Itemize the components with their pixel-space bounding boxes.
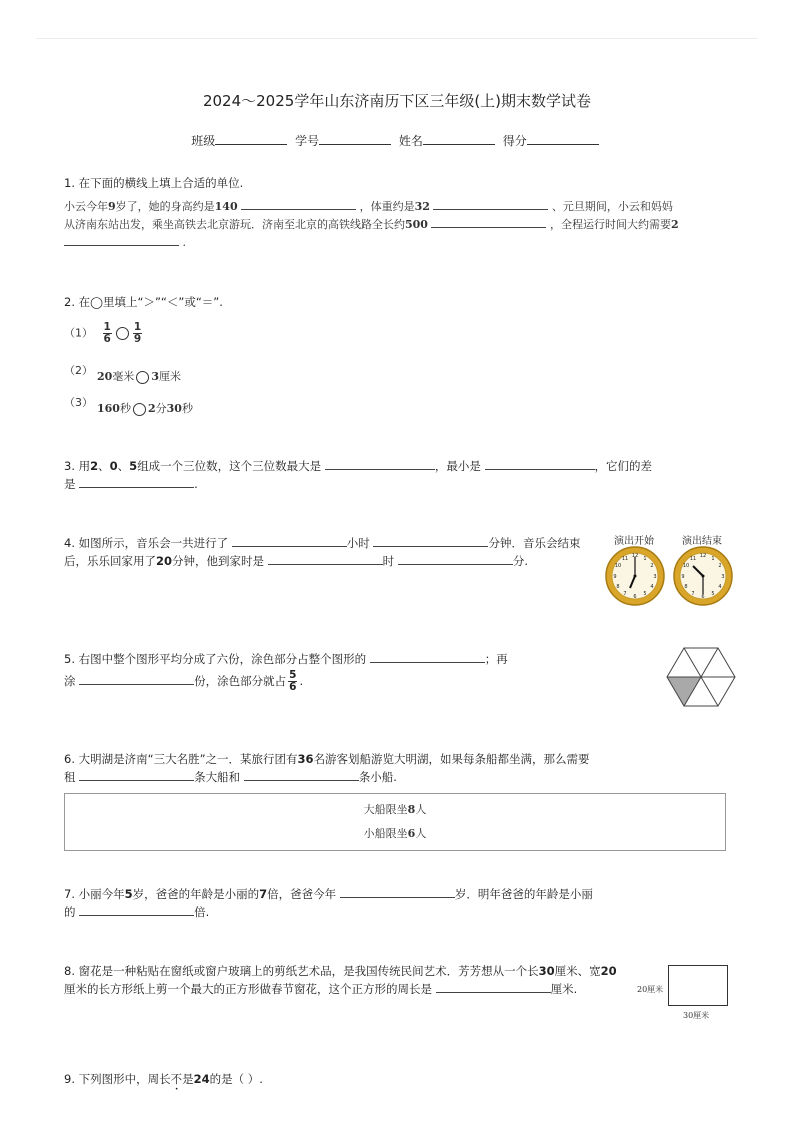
svg-text:3: 3 (721, 574, 725, 580)
svg-text:11: 11 (689, 556, 697, 562)
q1-line3: . (64, 232, 186, 254)
q7-dad-age-blank[interactable] (340, 884, 455, 898)
hexagon-figure (666, 646, 736, 708)
clock-start-icon (604, 545, 666, 607)
q8-perimeter-blank[interactable] (436, 979, 551, 993)
q2-item1-circle[interactable] (116, 327, 129, 340)
q5-parts-blank[interactable] (79, 671, 194, 685)
svg-text:10: 10 (682, 563, 690, 569)
q3-min-blank[interactable] (485, 456, 595, 470)
svg-text:5: 5 (711, 591, 715, 597)
top-rule (36, 38, 758, 39)
class-label: 班级 (191, 134, 216, 148)
q5-line2: 涂 份，涂色部分就占 $\frac{5}{6}$ . (64, 669, 304, 693)
q2-item1: （1） $\frac{1}{6}$ $\frac{1}{9}$ (64, 321, 142, 345)
svg-text:6: 6 (701, 594, 705, 600)
name-label: 姓名 (398, 134, 423, 148)
svg-text:9: 9 (681, 574, 685, 580)
q4-line2: 后，乐乐回家用了20分钟，他到家时是 时 分. (64, 550, 528, 572)
svg-text:1: 1 (711, 556, 715, 562)
number-blank[interactable] (319, 132, 391, 145)
q2-item2-circle[interactable] (136, 371, 149, 384)
q4-arrive-minute-blank[interactable] (398, 551, 513, 565)
svg-text:2: 2 (650, 563, 654, 569)
svg-text:7: 7 (691, 591, 695, 597)
q2-item2-expr: 20毫米 3厘米 (97, 370, 181, 383)
q4-arrive-hour-blank[interactable] (268, 551, 383, 565)
small-boat-row: 小船限坐6人 (363, 827, 427, 840)
rectangle-figure (668, 965, 728, 1006)
q4-hours-blank[interactable] (232, 533, 347, 547)
class-blank[interactable] (215, 132, 287, 145)
svg-text:10: 10 (614, 563, 622, 569)
svg-text:12: 12 (699, 553, 707, 559)
q6-line1: 6. 大明湖是济南“三大名胜”之一．某旅行团有36名游客划船游览大明湖，如果每条船都坐满，那么需要 (64, 752, 590, 766)
q2-item3: （3） (64, 396, 93, 409)
svg-text:8: 8 (616, 584, 620, 590)
big-boat-row: 大船限坐8人 (363, 803, 427, 816)
q8-line2: 厘米的长方形纸上剪一个最大的正方形做春节窗花，这个正方形的周长是 厘米. (64, 978, 577, 1000)
q1-line1: 小云今年9岁了，她的身高约是140 ，体重约是32 、元旦期间，小云和妈妈 (64, 196, 673, 218)
q3-line2: 是 . (64, 473, 198, 495)
svg-text:1: 1 (643, 556, 647, 562)
q4-minutes-blank[interactable] (373, 533, 488, 547)
svg-text:11: 11 (621, 556, 629, 562)
q9-line: 9. 下列图形中，周长不是24的是（ ）. (64, 1072, 263, 1086)
svg-text:3: 3 (653, 574, 657, 580)
q7-line2: 的 倍. (64, 901, 209, 923)
svg-text:6: 6 (633, 594, 637, 600)
q2-title: 2. 在◯里填上“＞”“＜”或“＝”. (64, 295, 223, 309)
svg-text:5: 5 (643, 591, 647, 597)
q8-line1: 8. 窗花是一种粘贴在窗纸或窗户玻璃上的剪纸艺术品，是我国传统民间艺术．芳芳想从一个长30厘米、宽20 (64, 964, 617, 978)
q3-line1: 3. 用2、0、5组成一个三位数，这个三位数最大是 ，最小是 ，它们的差 (64, 455, 652, 477)
rect-height-label: 20厘米 (637, 985, 664, 994)
q6-small-boat-blank[interactable] (244, 767, 359, 781)
q4-line1: 4. 如图所示，音乐会一共进行了 小时 分钟．音乐会结束 (64, 532, 580, 554)
student-info-row (0, 132, 794, 149)
number-label: 学号 (295, 134, 320, 148)
page-title: 2024～2025学年山东济南历下区三年级(上)期末数学试卷 (202, 92, 592, 110)
q1-time-unit-blank[interactable] (64, 232, 179, 246)
q1-title: 1. 在下面的横线上填上合适的单位. (64, 176, 244, 190)
score-blank[interactable] (527, 132, 599, 145)
q9-emphasis-not: 不 (170, 1072, 183, 1086)
q3-difference-blank[interactable] (79, 474, 194, 488)
q6-big-boat-blank[interactable] (79, 767, 194, 781)
svg-text:4: 4 (650, 584, 654, 590)
clock-end-label: 演出结束 (682, 536, 722, 547)
clock-end-icon (672, 545, 734, 607)
svg-text:2: 2 (718, 563, 722, 569)
rect-width-label: 30厘米 (683, 1011, 710, 1020)
q6-line2: 租 条大船和 条小船. (64, 766, 397, 788)
q2-item2: （2） (64, 364, 93, 377)
q7-times-blank[interactable] (79, 902, 194, 916)
boat-capacity-box (64, 793, 726, 851)
svg-text:9: 9 (613, 574, 617, 580)
clock-start-label: 演出开始 (614, 536, 654, 547)
q1-line2: 从济南东站出发，乘坐高铁去北京游玩．济南至北京的高铁线路全长约500 ，全程运行时间大约需要2 (64, 214, 679, 236)
q1-distance-unit-blank[interactable] (431, 214, 546, 228)
q2-item3-circle[interactable] (133, 403, 146, 416)
svg-text:4: 4 (718, 584, 722, 590)
svg-text:12: 12 (631, 553, 639, 559)
q7-line1: 7. 小丽今年5岁，爸爸的年龄是小丽的7倍，爸爸今年 岁．明年爸爸的年龄是小丽 (64, 883, 593, 905)
name-blank[interactable] (423, 132, 495, 145)
q5-fraction-blank[interactable] (370, 649, 485, 663)
q2-item3-expr: 160秒 2分30秒 (97, 402, 193, 415)
q1-weight-unit-blank[interactable] (433, 196, 548, 210)
q5-line1: 5. 右图中整个图形平均分成了六份，涂色部分占整个图形的 ；再 (64, 648, 508, 670)
svg-text:8: 8 (684, 584, 688, 590)
svg-text:7: 7 (623, 591, 627, 597)
q1-height-unit-blank[interactable] (241, 196, 356, 210)
score-label: 得分 (502, 134, 527, 148)
q3-max-blank[interactable] (325, 456, 435, 470)
